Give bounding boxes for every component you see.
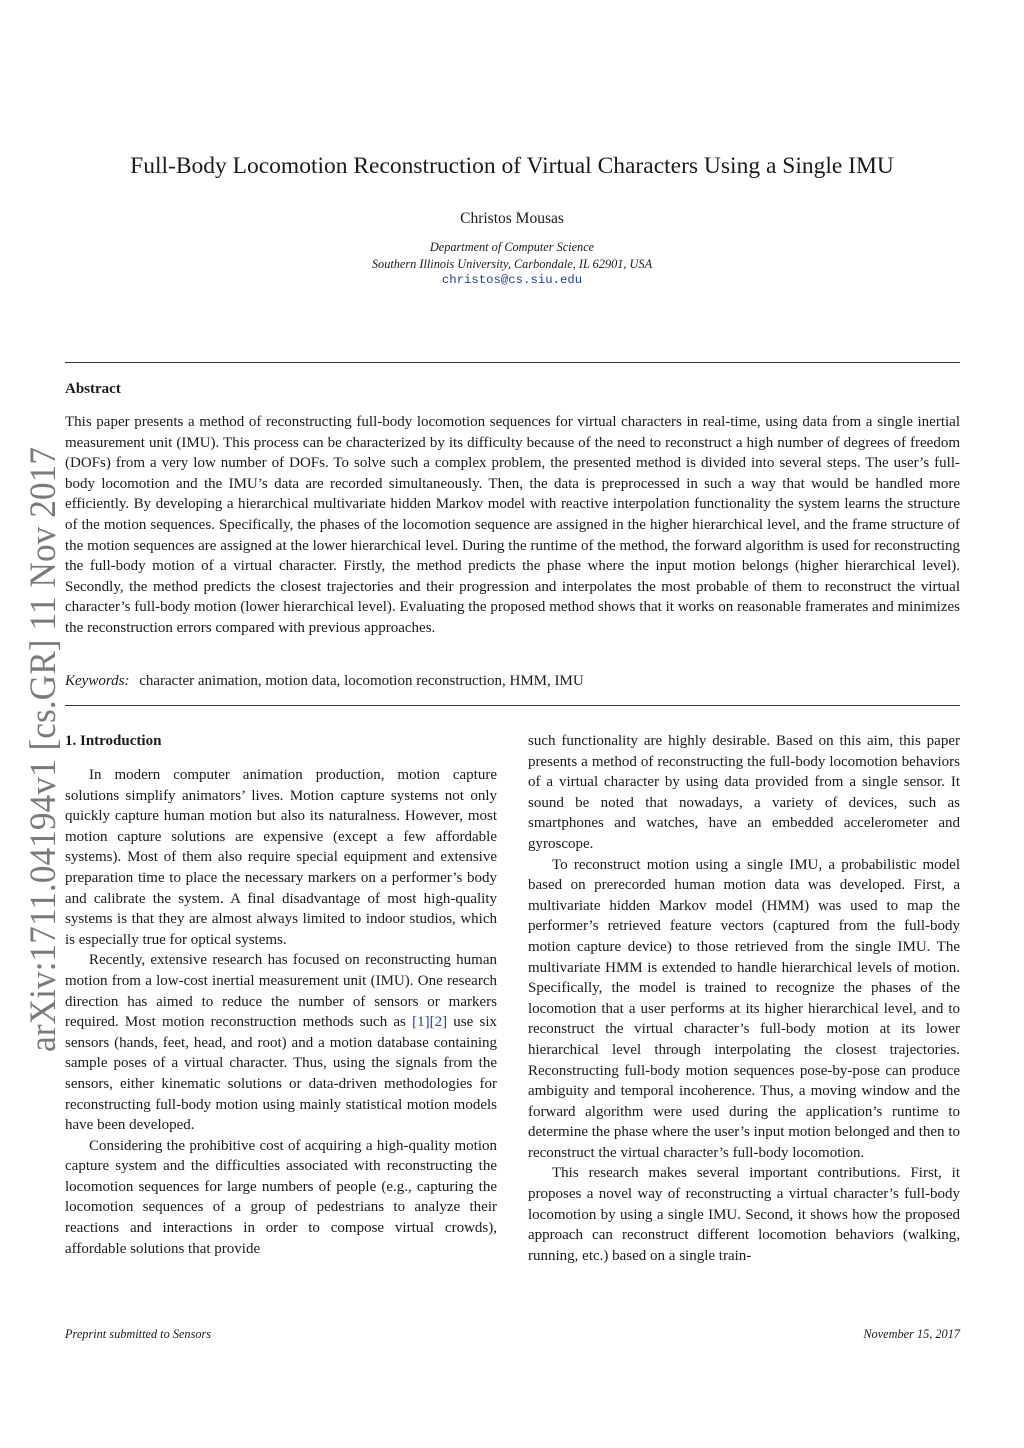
right-column	[528, 731, 960, 1266]
intro-paragraph-5: This research makes several important contributions. First, it proposes a novel way of reconstructing a virtual character’s full-body locomotion by using a single IMU. Second, it shows how the proposed approach can reconstruct different locomotion behaviors (walking, running, etc.) based on a single train-	[528, 1165, 960, 1264]
abstract-text: This paper presents a method of reconstructing full-body locomotion sequences for virtual characters in real-time, using data from a single inertial measurement unit (IMU). This process can be characterized by its difficulty because of the need to reconstruct a high number of degrees of freedom (DOFs) from a very low number of DOFs. To solve such a complex problem, the presented method is divided into several steps. The user’s full-body locomotion and the IMU’s data are recorded simultaneously. Then, the data is preprocessed in such a way that would be handled more efficiently. By developing a hierarchical multivariate hidden Markov model with reactive interpolation functionality the system learns the structure of the motion sequences. Specifically, the phases of the locomotion sequence are assigned in the higher hierarchical level, and the frame structure of the motion sequences are assigned at the lower hierarchical level. During the runtime of the method, the forward algorithm is used for reconstructing the full-body motion of a virtual character. Firstly, the method predicts the phase where the input motion belongs (higher hierarchical level). Secondly, the method predicts the closest trajectories and their progression and interpolates the most probable of them to reconstruct the virtual character’s full-body motion (lower hierarchical level). Evaluating the proposed method shows that it works on reasonable framerates and minimizes the reconstruction errors compared with previous approaches.	[65, 414, 960, 636]
arxiv-identifier-text: arXiv:1711.04194v1 [cs.GR] 11 Nov 2017	[23, 440, 64, 1052]
university: Southern Illinois University, Carbondale, IL 62901, USA	[371, 256, 653, 271]
affiliation	[0, 239, 1024, 289]
footer-date: November 15, 2017	[863, 1327, 960, 1341]
divider-bottom	[65, 705, 960, 706]
intro-paragraph-3-cont: such functionality are highly desirable. Based on this aim, this paper presents a method of reconstructing the full-body locomotion behaviors of a virtual character by using data provided from a single sensor. It sound be noted that nowadays, a variety of devices, such as smartphones and watches, have an embedded accelerometer and gyroscope.	[528, 733, 960, 852]
intro-paragraph-1: In modern computer animation production, motion capture solutions simplify animators’ lives. Motion capture systems not only quickly capture human motion but also its naturalness. However, most motion capture solutions are expensive (except a few affordable systems). Most of them also require special equipment and extensive preparation time to place the necessary markers on a performer’s body and calibrate the system. A final disadvantage of most high-quality systems is that they are almost always limited to indoor studios, which is especially true for optical systems.	[65, 767, 497, 948]
intro-paragraph-3: Considering the prohibitive cost of acquiring a high-quality motion capture system and the difficulties associated with reconstructing the locomotion sequences for large numbers of people (e.g., capturing the locomotion sequences of a group of pedestrians to analyze their reactions and interactions in order to compose virtual crowds), affordable solutions that provide	[65, 1137, 497, 1257]
paper-title: Full-Body Locomotion Reconstruction of Virtual Characters Using a Single IMU	[130, 153, 894, 179]
citation-link-1[interactable]: [1]	[412, 1014, 430, 1031]
intro-paragraph-2	[65, 950, 497, 1135]
intro-paragraph-4: To reconstruct motion using a single IMU, a probabilistic model based on prerecorded human motion data was developed. First, a multivariate hidden Markov model (HMM) was used to map the performer’s retrieved feature vectors (captured from the full-body motion capture device) to those retrieved from the single IMU. The multivariate HMM is extended to handle hierarchical levels of motion. Specifically, the model is trained to recognize the phases of the locomotion that a user performs at its higher hierarchical level, and to reconstruct the virtual character’s full-body motion at its lower hierarchical level through interpolating the closest trajectories. Reconstructing full-body motion sequences pose-by-pose can produce ambiguity and temporal incoherence. Thus, a moving window and the forward algorithm were used during the application’s runtime to determine the phase where the user’s input motion belonged and then to reconstruct the virtual character’s full-body locomotion.	[528, 856, 960, 1161]
intro-p2-text-b: use six sensors (hands, feet, head, and root) and a motion database containing sample poses of a virtual character. Thus, using the signals from the sensors, either kinematic solutions or data-driven methodologies for reconstructing full-body motion using mainly statistical motion models have been developed.	[65, 1014, 497, 1134]
footer-preprint-note: Preprint submitted to Sensors	[65, 1327, 212, 1341]
divider-top	[65, 362, 960, 363]
keywords-label: Keywords:	[65, 673, 130, 689]
left-column	[65, 731, 497, 1259]
keywords	[65, 671, 960, 691]
citation-link-2[interactable]: [2]	[429, 1014, 448, 1031]
intro-heading: 1. Introduction	[65, 733, 162, 749]
department: Department of Computer Science	[429, 240, 595, 254]
intro-p2-text-a: Recently, extensive research has focused on reconstructing human motion from a low-cost inertial measurement unit (IMU). One research direction has aimed to reduce the number of sensors or markers required. Most motion reconstruction methods such as	[65, 952, 497, 1031]
page-footer	[65, 1327, 960, 1342]
keywords-text: character animation, motion data, locomotion reconstruction, HMM, IMU	[139, 673, 584, 689]
arxiv-identifier	[10, 440, 70, 1060]
author-email-link[interactable]: christos@cs.siu.edu	[441, 273, 583, 287]
author-name: Christos Mousas	[460, 210, 564, 227]
abstract-heading: Abstract	[65, 381, 121, 397]
